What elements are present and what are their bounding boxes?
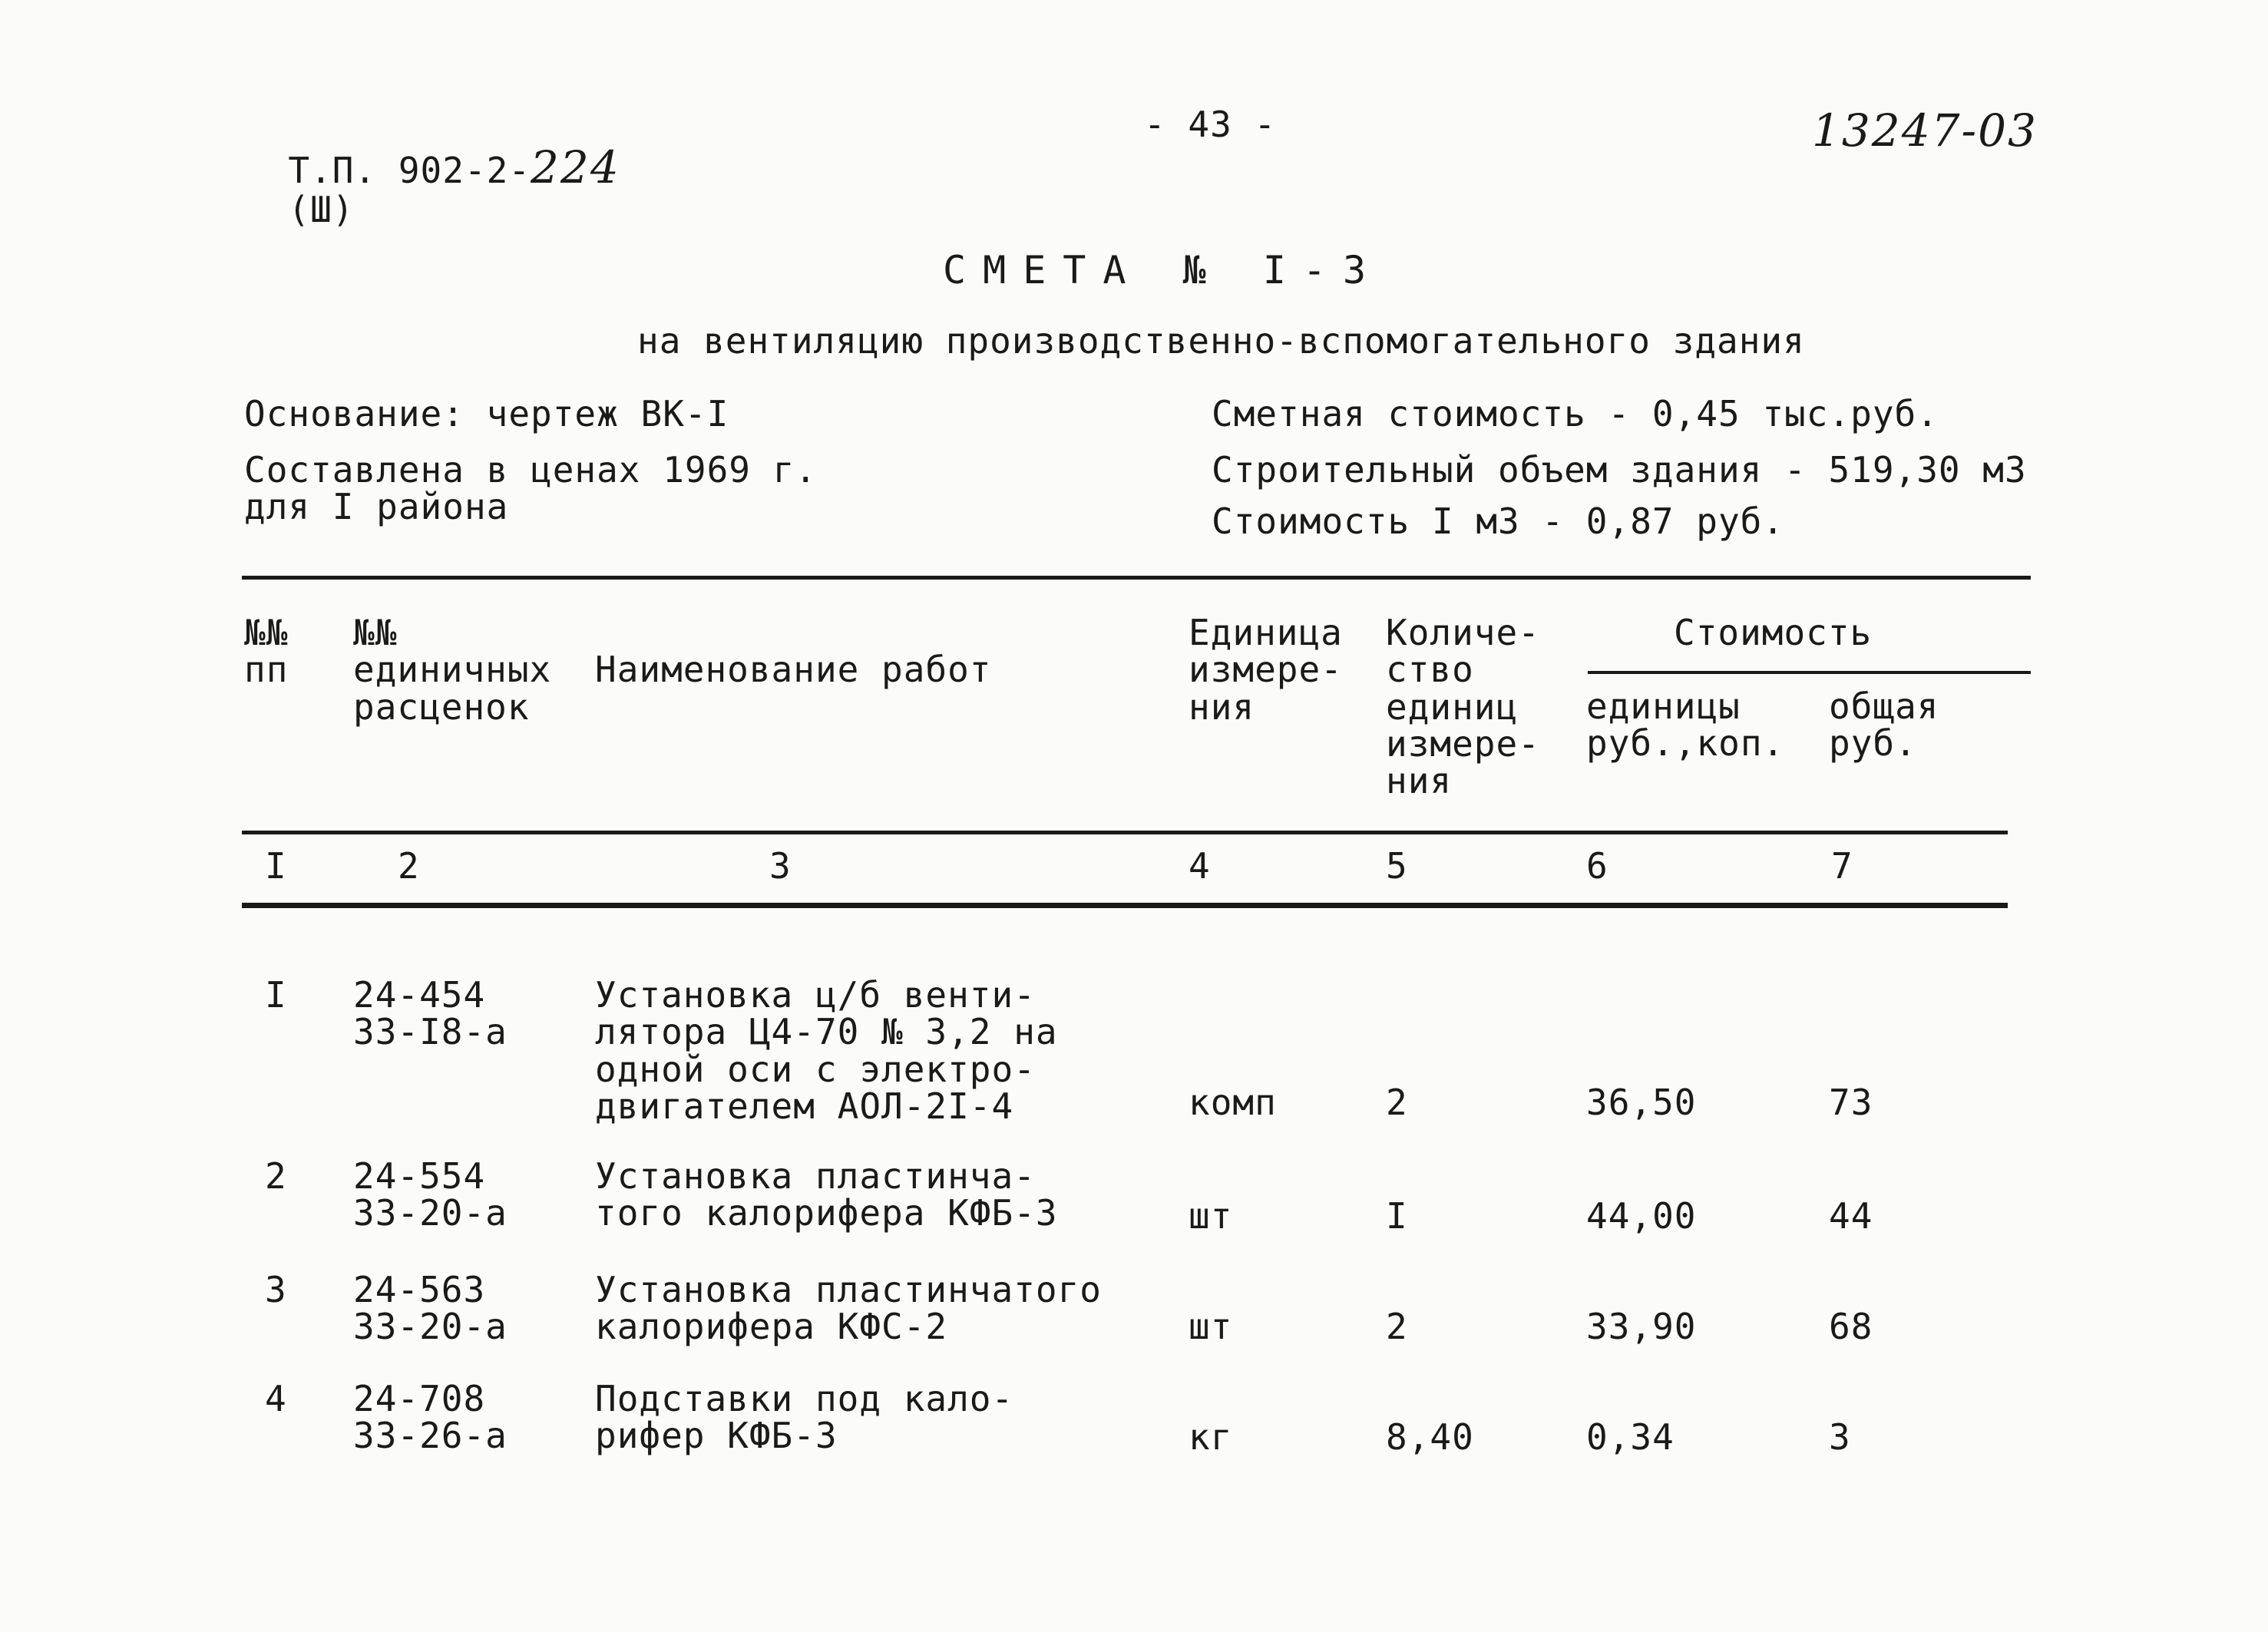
total-price: 44 [1829,1195,1873,1237]
basis-line: Основание: чертеж ВК-I [244,393,729,434]
document-subtitle: на вентиляцию производственно-вспомогательного здания [637,320,1805,362]
prices-line: Составлена в ценах 1969 г. [244,449,818,491]
column-numbers-rule [242,903,2008,908]
row-number: 3 [265,1269,287,1310]
header-total-cost: общая руб. [1829,686,1939,765]
rate-codes: 24-454 33-I8-а [353,974,507,1053]
archive-number: 13247-03 [1812,104,2038,157]
region-line: для I района [244,486,509,527]
header-unit-cost: единицы руб.,коп. [1586,686,1785,765]
unit-price: 0,34 [1586,1416,1675,1458]
estimated-cost: Сметная стоимость - 0,45 тыс.руб. [1212,393,1939,434]
work-name: Установка пластинча- того калорифера КФБ-3 [595,1155,1058,1234]
rate-codes: 24-708 33-26-а [353,1378,507,1457]
building-volume: Строительный объем здания - 519,30 м3 [1212,449,2027,491]
column-number: 3 [769,845,792,887]
work-name: Установка ц/б венти- лятора Ц4-70 № 3,2 на одной оси с электро- двигателем АОЛ-2I-4 [595,974,1058,1127]
work-name: Подставки под кало- рифер КФБ-3 [595,1378,1014,1457]
header-rate-codes: №№ единичных расценок [353,612,552,728]
quantity: 8,40 [1386,1416,1474,1458]
doc-reference-handwritten: 224 [531,141,620,194]
rate-codes: 24-554 33-20-а [353,1155,507,1234]
rate-codes: 24-563 33-20-а [353,1269,507,1348]
quantity: 2 [1386,1306,1408,1347]
document-title: СМЕТА № I-3 [943,248,1384,292]
cost-group-rule [1588,671,2031,674]
unit: комп [1189,1082,1277,1123]
row-number: 4 [265,1378,287,1419]
work-name: Установка пластинчатого калорифера КФС-2 [595,1269,1102,1348]
header-quantity: Количе- ство единиц измере- ния [1386,612,1540,802]
total-price: 3 [1829,1416,1851,1458]
unit-price: 33,90 [1586,1306,1697,1347]
column-number: 2 [398,845,420,887]
unit: шт [1189,1306,1233,1347]
page-number: - 43 - [1144,104,1277,145]
row-number: I [265,974,287,1016]
header-row-number: №№ пп [244,612,289,691]
unit-price: 44,00 [1586,1195,1697,1237]
quantity: 2 [1386,1082,1408,1123]
doc-reference [244,107,620,231]
row-number: 2 [265,1155,287,1197]
header-bottom-rule [242,831,2008,834]
unit: шт [1189,1195,1233,1237]
unit-price: 36,50 [1586,1082,1697,1123]
column-number: 5 [1386,845,1408,887]
doc-reference-typed: Т.П. 902-2- [288,150,531,192]
column-number: 6 [1586,845,1608,887]
table-top-rule [242,576,2031,580]
header-cost-group: Стоимость [1674,612,1873,653]
quantity: I [1386,1195,1408,1237]
unit: кг [1189,1416,1233,1458]
header-work-name: Наименование работ [595,649,992,690]
total-price: 73 [1829,1082,1873,1123]
column-number: I [265,845,287,887]
total-price: 68 [1829,1306,1873,1347]
doc-reference-suffix: (Ш) [288,189,355,231]
column-number: 4 [1189,845,1211,887]
header-unit: Единица измере- ния [1189,612,1343,728]
column-number: 7 [1831,845,1853,887]
cost-per-m3: Стоимость I м3 - 0,87 руб. [1212,501,1785,542]
